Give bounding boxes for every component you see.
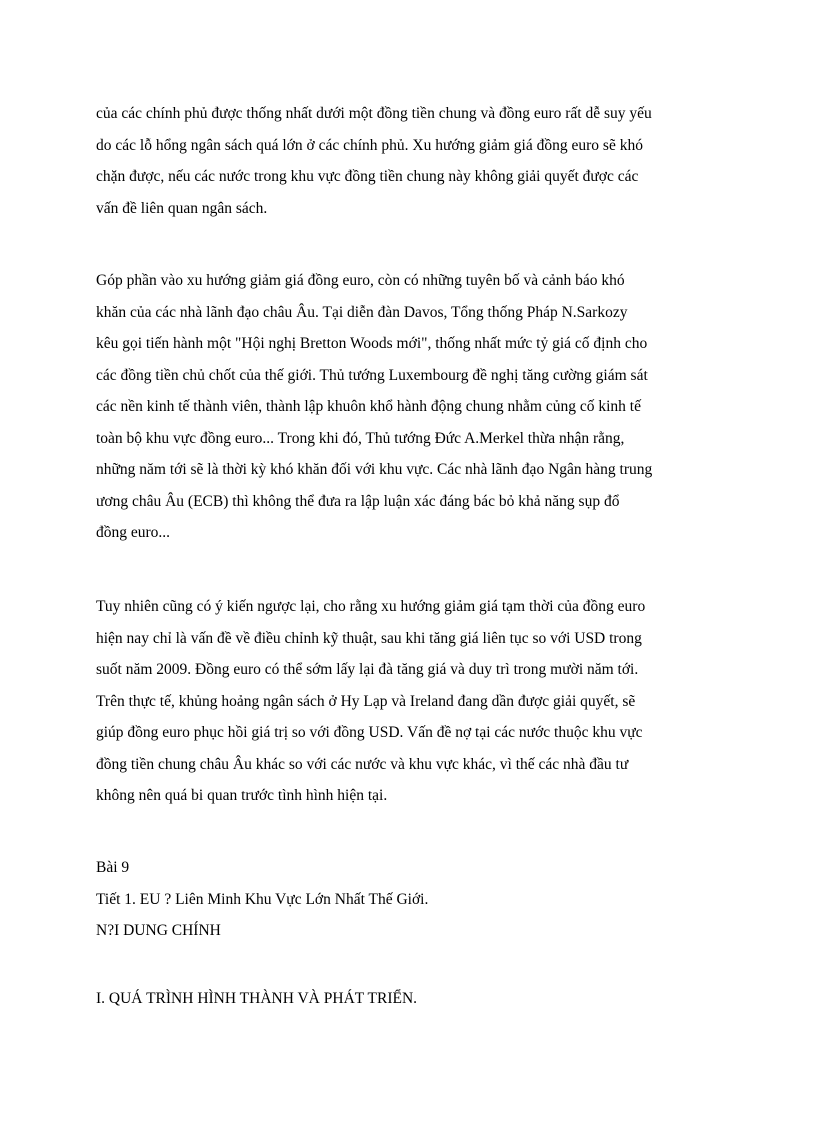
paragraph-2 — [96, 265, 724, 549]
paragraph-2-line: đồng euro... — [96, 524, 171, 541]
lesson-title: Tiết 1. EU ? Liên Minh Khu Vực Lớn Nhất Thế Giới. — [96, 890, 429, 908]
paragraph-1-line: chặn được, nếu các nước trong khu vực đồng tiền chung này không giải quyết được các — [96, 168, 639, 185]
main-content-label: N?I DUNG CHÍNH — [96, 922, 221, 939]
paragraph-2-line: Góp phần vào xu hướng giảm giá đồng euro, còn có những tuyên bố và cảnh báo khó — [96, 272, 625, 289]
paragraph-3-line: hiện nay chỉ là vấn đề về điều chỉnh kỹ thuật, sau khi tăng giá liên tục so với USD trong — [96, 629, 642, 647]
paragraph-2-line: toàn bộ khu vực đồng euro... Trong khi đó, Thủ tướng Đức A.Merkel thừa nhận rằng, — [96, 429, 625, 447]
paragraph-2-line: ương châu Âu (ECB) thì không thể đưa ra lập luận xác đáng bác bỏ khả năng sụp đổ — [96, 492, 620, 510]
paragraph-1-line: vấn đề liên quan ngân sách. — [96, 199, 268, 217]
paragraph-2-line: những năm tới sẽ là thời kỳ khó khăn đối với khu vực. Các nhà lãnh đạo Ngân hàng trung — [96, 461, 653, 478]
section-heading: I. QUÁ TRÌNH HÌNH THÀNH VÀ PHÁT TRIỂN. — [96, 990, 418, 1007]
paragraph-3-line: suốt năm 2009. Đồng euro có thể sớm lấy lại đà tăng giá và duy trì trong mười năm tới. — [96, 661, 639, 678]
section-heading-block — [96, 983, 724, 1015]
paragraph-3-line: giúp đồng euro phục hồi giá trị so với đồng USD. Vấn đề nợ tại các nước thuộc khu vực — [96, 724, 643, 741]
paragraph-2-line: các đồng tiền chủ chốt của thế giới. Thủ tướng Luxembourg đề nghị tăng cường giám sát — [96, 366, 648, 384]
paragraph-3 — [96, 591, 724, 812]
paragraph-3-line: Trên thực tế, khủng hoảng ngân sách ở Hy Lạp và Ireland đang dần được giải quyết, sẽ — [96, 692, 636, 710]
paragraph-2-line: khăn của các nhà lãnh đạo châu Âu. Tại diễn đàn Davos, Tổng thống Pháp N.Sarkozy — [96, 303, 628, 321]
paragraph-3-line: Tuy nhiên cũng có ý kiến ngược lại, cho rằng xu hướng giảm giá tạm thời của đồng euro — [96, 598, 646, 615]
paragraph-2-line: kêu gọi tiến hành một "Hội nghị Bretton Woods mới", thống nhất mức tỷ giá cố định cho — [96, 335, 648, 352]
paragraph-2-line: các nền kinh tế thành viên, thành lập khuôn khổ hành động chung nhằm củng cố kinh tế — [96, 398, 641, 415]
paragraph-1-line: của các chính phủ được thống nhất dưới một đồng tiền chung và đồng euro rất dễ suy yếu — [96, 105, 652, 122]
paragraph-3-line: đồng tiền chung châu Âu khác so với các nước và khu vực khác, vì thế các nhà đầu tư — [96, 755, 629, 773]
paragraph-3-line: không nên quá bi quan trước tình hình hiện tại. — [96, 787, 388, 804]
lesson-header — [96, 852, 724, 947]
paragraph-1-line: do các lỗ hổng ngân sách quá lớn ở các chính phủ. Xu hướng giảm giá đồng euro sẽ khó — [96, 136, 643, 154]
paragraph-1 — [96, 98, 724, 224]
lesson-label: Bài 9 — [96, 859, 130, 876]
